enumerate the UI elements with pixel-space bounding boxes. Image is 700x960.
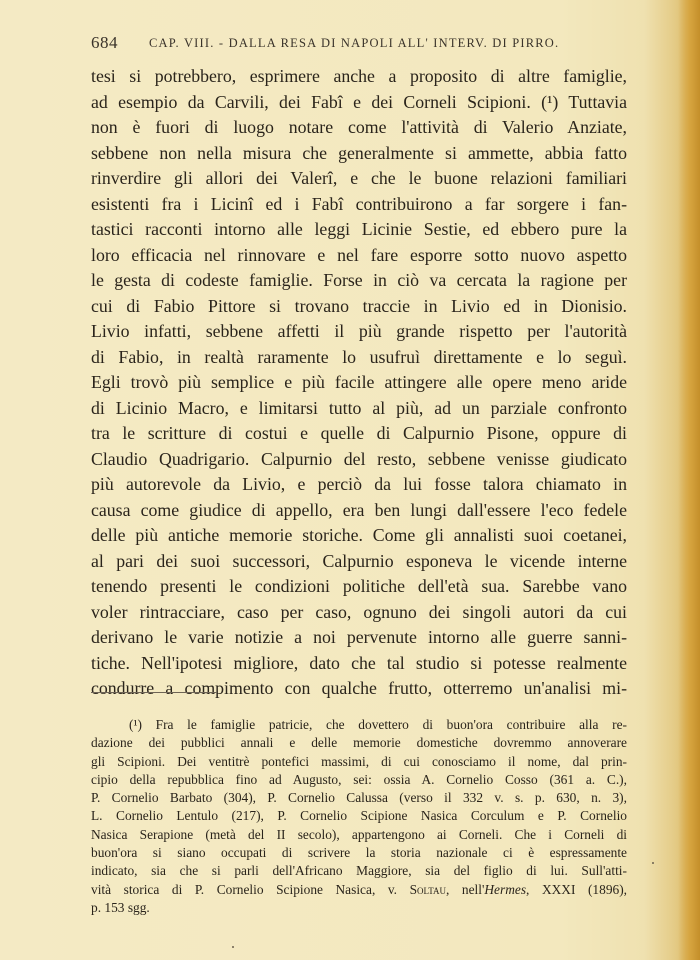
footnote-author: Soltau bbox=[409, 881, 446, 897]
footnote-journal: Hermes bbox=[484, 881, 527, 897]
body-line: sebbene non nella misura che generalmente si ammette, abbia fatto bbox=[91, 142, 627, 163]
footnote-line: p. 153 sgg. bbox=[91, 899, 150, 915]
body-line: non è fuori di luogo notare come l'attività di Valerio Anziate, bbox=[91, 117, 627, 137]
body-line: loro efficacia nel rinnovare e nel fare esporre sotto nuovo aspetto bbox=[91, 244, 627, 265]
body-line: tiche. Nell'ipotesi migliore, dato che tal studio si potesse realmente bbox=[91, 652, 627, 673]
body-line: delle più antiche memorie storiche. Come gli annalisti suoi coetanei, bbox=[91, 525, 627, 545]
speck bbox=[652, 862, 654, 864]
footnote-text: , nell' bbox=[446, 881, 485, 897]
body-line: Egli trovò più semplice e più facile attingere alle opere meno aride bbox=[91, 372, 627, 392]
running-head: CAP. VIII. - DALLA RESA DI NAPOLI ALL' INTERV. DI PIRRO. bbox=[149, 36, 560, 50]
body-line: voler rintracciare, caso per caso, ognuno dei singoli autori da cui bbox=[91, 601, 627, 622]
footnote-text: vità storica di P. Cornelio Scipione Nasica, v. bbox=[91, 881, 398, 897]
footnote-line: cipio della repubblica fino ad Augusto, sei: ossia A. Cornelio Cosso (361 a. C.), bbox=[91, 771, 627, 787]
body-line: condurre a compimento con qualche frutto, otterremo un'analisi mi- bbox=[91, 678, 627, 698]
footnote-separator bbox=[91, 692, 217, 693]
body-line: derivano le varie notizie a noi pervenute intorno alle guerre sanni- bbox=[91, 627, 627, 647]
page-edge-shadow bbox=[678, 0, 700, 960]
body-line: cui di Fabio Pittore si trovano traccie in Livio ed in Dionisio. bbox=[91, 295, 627, 316]
footnote-line: indicato, sia che si parli dell'Africano Maggiore, sia del figlio di lui. Sull'atti- bbox=[91, 863, 627, 879]
body-line: rinverdire gli allori dei Valerî, e che le buone relazioni familiari bbox=[91, 168, 627, 188]
footnote-line: (¹) Fra le famiglie patricie, che dovettero di buon'ora contribuire alla re- bbox=[129, 717, 627, 732]
page-header bbox=[91, 33, 631, 55]
body-line: le gesta di codeste famiglie. Forse in ciò va cercata la ragione per bbox=[91, 270, 627, 290]
body-line: tenendo presenti le condizioni politiche dell'età sua. Sarebbe vano bbox=[91, 576, 627, 596]
body-line: causa come giudice di appello, era ben lungi dall'essere l'eco fedele bbox=[91, 499, 627, 520]
page-number: 684 bbox=[91, 33, 118, 52]
footnote-line: L. Cornelio Lentulo (217), P. Cornelio Scipione Nasica Corculum e P. Cornelio bbox=[91, 808, 627, 824]
footnote-line-citation bbox=[91, 881, 627, 899]
body-line: esistenti fra i Licinî ed i Fabî contribuirono a far sorgere i fan- bbox=[91, 193, 627, 214]
footnote-line: gli Scipioni. Dei ventitrè pontefici massimi, di cui conosciamo il nome, dal prin- bbox=[91, 753, 627, 769]
body-line: tra le scritture di costui e quelle di Calpurnio Pisone, oppure di bbox=[91, 423, 627, 443]
body-line: di Licinio Macro, e limitarsi tutto al più, ad un parziale confronto bbox=[91, 397, 627, 418]
footnote-line: Nasica Serapione (metà del II secolo), appartengono ai Corneli. Che i Corneli di bbox=[91, 826, 627, 842]
body-text bbox=[91, 64, 627, 702]
footnote-text: , XXXI (1896), bbox=[526, 881, 627, 897]
body-line: al pari dei suoi successori, Calpurnio esponeva le vicende interne bbox=[91, 550, 627, 571]
body-line: tastici racconti intorno alle leggi Licinie Sestie, ed ebbero pure la bbox=[91, 219, 627, 239]
body-line: Livio infatti, sebbene affetti il più grande rispetto per l'autorità bbox=[91, 321, 627, 341]
body-line: ad esempio da Carvili, dei Fabî e dei Corneli Scipioni. (¹) Tuttavia bbox=[91, 91, 627, 112]
footnote-line: P. Cornelio Barbato (304), P. Cornelio Calussa (verso il 332 v. s. p. 630, n. 3), bbox=[91, 790, 627, 806]
footnote-line: dazione dei pubblici annali e delle memorie domestiche dovremmo annoverare bbox=[91, 735, 627, 751]
speck bbox=[232, 946, 234, 948]
body-line: Claudio Quadrigario. Calpurnio del resto, sebbene venisse giudicato bbox=[91, 448, 627, 469]
body-line: più autorevole da Livio, e perciò da lui fosse talora chiamato in bbox=[91, 474, 627, 494]
body-line: tesi si potrebbero, esprimere anche a proposito di altre famiglie, bbox=[91, 66, 627, 86]
body-line: di Fabio, in realtà raramente lo usufruì direttamente e lo seguì. bbox=[91, 346, 627, 367]
footnote-line: buon'ora si siano occupati di scrivere la storia nazionale ci è espressamente bbox=[91, 845, 627, 861]
footnote bbox=[91, 716, 627, 917]
